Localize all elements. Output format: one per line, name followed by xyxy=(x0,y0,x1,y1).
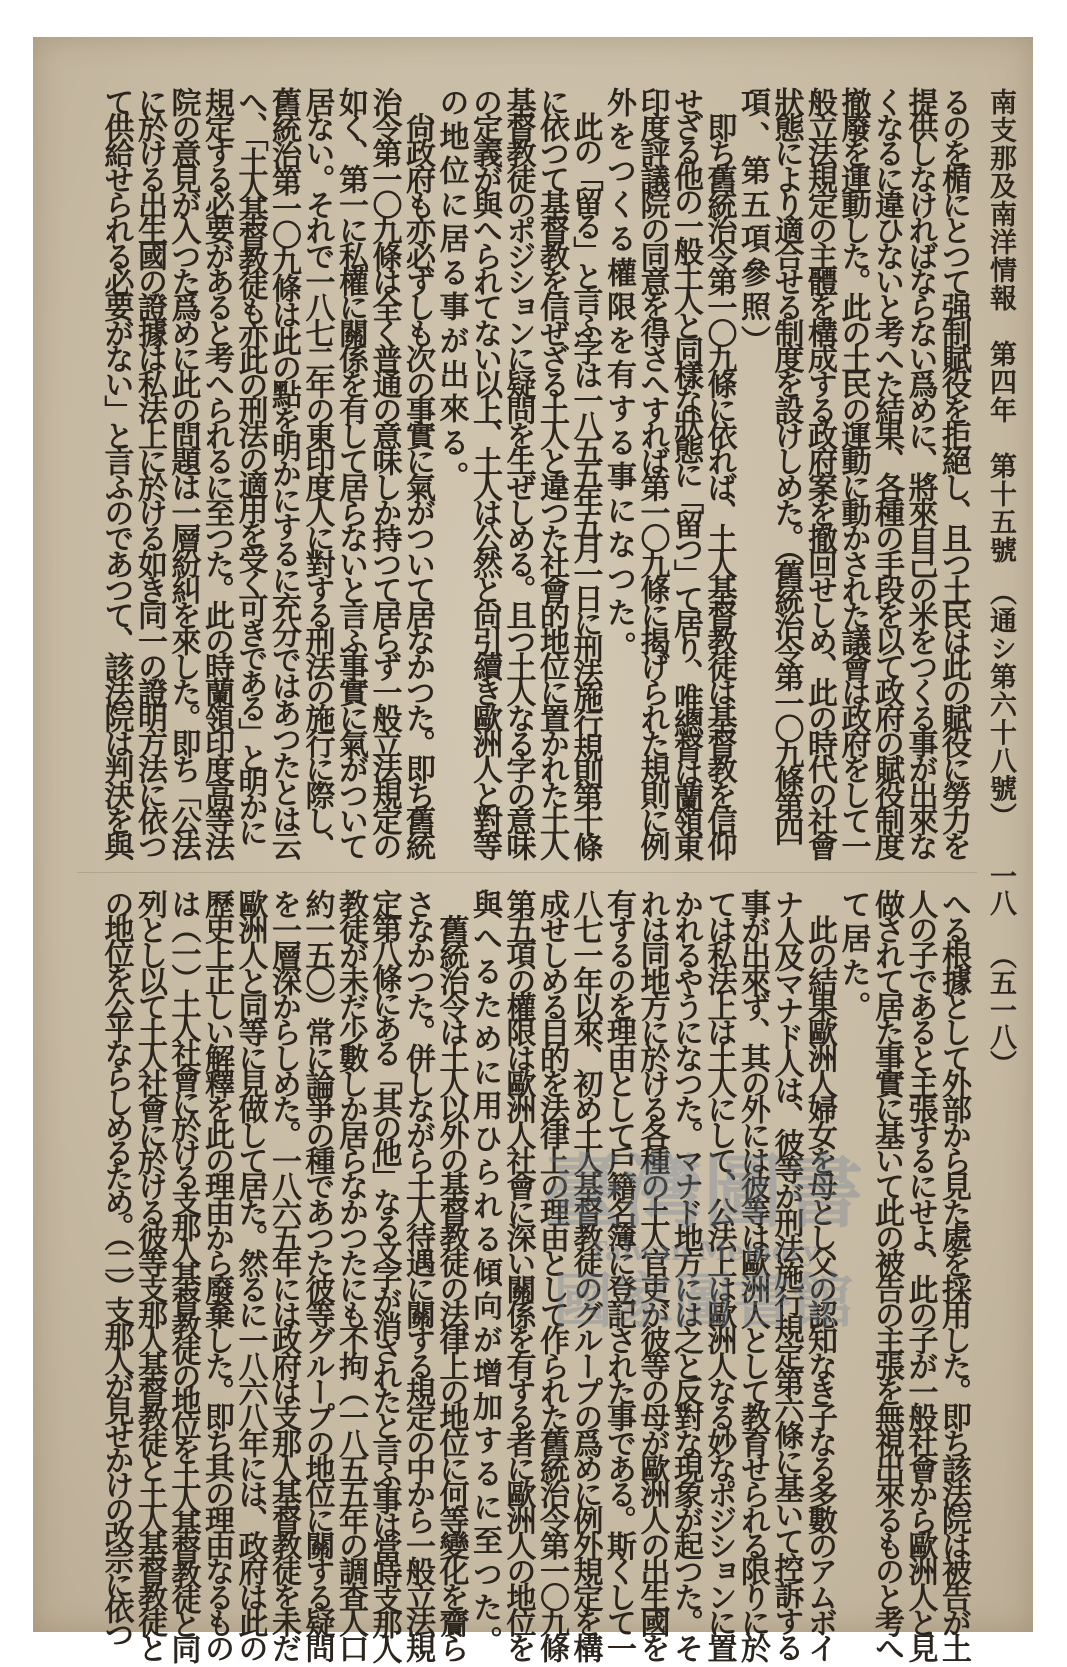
text-column: ナ人及マナド人は、彼等が刑法施行規定第六條に基いて控訴する xyxy=(768,889,804,1660)
page-number: （五一八） xyxy=(985,942,1016,1077)
text-column: 規定する必要があると考へられるに至つた。此の時蘭領印度高等法 xyxy=(199,87,234,858)
watermark-main: 臺灣圖書 xyxy=(543,1145,863,1239)
text-column: て供給せられる必要がない」と言ふのであつて、該法院は判決を與 xyxy=(98,87,134,858)
text-column: へ、「土人基督教徒も亦此の刑法の適用を受く可きである」と明かに xyxy=(232,87,268,843)
text-column: へる根據として外部から見た處を採用した。即ち該法院は被告が土 xyxy=(936,889,971,1660)
text-column: 居ない。それで一八七二年の東印度人に對する刑法の施行に際し、 xyxy=(299,87,335,858)
text-column: 基督教徒のポジションに疑問を生ぜしめる。且つ土人なる字の意味 xyxy=(500,87,536,858)
text-column: 歷史上正しい解釋を此の理由から廢棄した。即ち其の理由なるもの xyxy=(199,889,234,1660)
text-column: 與へるために用ひられる傾向が增加するに至つた。 xyxy=(467,889,502,1659)
text-column: 舊統治第一〇九條は此の點を明かにするに充分ではあつたとは云 xyxy=(266,87,301,858)
text-column: 撤廢を運動した。此の土民の運動に動かされた議會は政府をして一 xyxy=(835,87,871,858)
text-column: 項、第五項參照） xyxy=(735,87,770,359)
scanned-page xyxy=(33,37,1033,1660)
text-column: 印度評議院の同意を得さへすれば第一〇九條に揭げられた規則に例 xyxy=(634,87,670,858)
section-divider xyxy=(77,872,977,873)
text-column: 治令第一〇九條は全く普通の意味しか持つて居らず一般立法規定の xyxy=(366,87,402,858)
text-column: 教徒が未だ少數しか居らなかつたにも不拘（一八五五年の調査人口 xyxy=(333,889,368,1660)
text-column: 有するのを理由として戶籍名簿に登記された事である。斯くして一 xyxy=(601,889,636,1660)
text-column: 列とし以て土人社會に於ける彼等支那人基督教徒と土人基督教徒と xyxy=(132,889,167,1660)
text-column: 尙政府も亦必ずしも次の事實に氣がついて居なかつた。即ち舊統 xyxy=(400,87,435,858)
text-column: 舊統治令は土人以外の基督教徒の法律上の地位に何等變化を齎ら xyxy=(433,889,469,1660)
text-column: 此の「留る」と言ふ字は一八五五年五月一日に刑法施行規則第十條 xyxy=(567,87,603,858)
text-column: 此の結果歐洲人婦女を母とし父の認知なき子なる多數のアムボイ xyxy=(802,889,837,1660)
text-column: 般立法規定の主體を構成する政府案を撤回せしめ、此の時代の社會 xyxy=(802,87,837,858)
text-column: さなかつた。併しながら土人待遇に關する規定の中から一般立法規 xyxy=(400,889,435,1660)
text-column: 人の子であると主張するにせよ、此の子が一般社會から歐洲人と見 xyxy=(902,889,938,1660)
watermark-line2: 國家圖書館 xyxy=(553,1267,853,1337)
text-column: 做されて居た事實に基いて此の被告の主張を無視出來るものと考へ xyxy=(869,889,904,1660)
text-column: に於ける出生國の證據は私法上に於ける如き同一の證明方法に依つ xyxy=(132,87,167,858)
text-column: るのを楯にとつて强制賦役を拒絕し、且つ土民は此の賦役に勞力を xyxy=(936,87,971,858)
page-header-title: 南支那及南洋情報 第四年 第十五號 （通シ第六十八號） xyxy=(985,88,1016,831)
page-number-kanji: 一八 xyxy=(985,862,1016,916)
text-column: 約一五〇）常に論爭の種であつた彼等グループの地位に關する疑問 xyxy=(299,889,335,1660)
text-column: れは同地方に於ける各種の土人官吏が彼等の母が歐洲人の出生國を xyxy=(634,889,670,1660)
text-column: を一層深からしめた。一八六五年には政府は支那人基督教徒を未だ xyxy=(266,889,301,1660)
text-column: の地位を公平ならしめるため。（二）支那人が見せかけの改宗に依つ xyxy=(98,889,134,1645)
text-column: 即ち舊統治令第一〇九條に依れば、土人基督教徒は基督教を信仰 xyxy=(701,87,737,858)
text-column: の地位に居る事が出來る。 xyxy=(433,87,469,495)
text-column: て居た。 xyxy=(835,889,871,1025)
text-column: 事が出來ず、其の外には彼等は歐洲人として教育せられる限りに於 xyxy=(735,889,770,1660)
watermark-sub: Taiwan Memory xyxy=(588,1237,818,1267)
text-column: 院の意見が入つた爲めに此の問題は一層紛糾を來した。即ち「公法 xyxy=(165,87,201,858)
text-column: 八七一年以來、初め土人基督教徒のグループの爲めに例外規定を構 xyxy=(567,889,603,1660)
text-column: 歐洲人と同等に見做して居た。然るに一八六八年には、政府は此の xyxy=(232,889,268,1660)
text-column: 第五項の權限は歐洲人社會に深い關係を有する者に歐洲人の地位を xyxy=(500,889,536,1660)
text-column: 定第八條にある「其の他」なる文字が消されたと言ふ事は當時支那人 xyxy=(366,889,402,1660)
text-column: の定義が與へられてない以上、土人は公然と尙引續き歐洲人と對等 xyxy=(467,87,502,858)
text-column: に依つて基督教を信ぜざる土人と違つた社會的地位に置かれた土人 xyxy=(534,87,569,858)
library-watermark xyxy=(443,1147,963,1367)
text-column: 成せしめる目的を法律上の理由として作られた舊統治令第一〇九條 xyxy=(534,889,569,1660)
text-column: は（一）土人社會に於ける支那人基督教徒の地位を土人基督教徒と同 xyxy=(165,889,201,1660)
text-column: せざる他の一般土人と同樣な狀態に「留つ」て居り、唯總督は蘭領東 xyxy=(668,87,703,858)
text-column: かれるやうになつた。マナド地方には之と反對な現象が起つた。そ xyxy=(668,889,703,1660)
text-column: ては私法上は土人にして、公法上は歐洲人なる妙なポジションに置 xyxy=(701,889,737,1660)
text-column: 狀態により適合せる制度を設けしめた。（舊統治令第一〇九條第四 xyxy=(768,87,804,843)
text-column: 提供しなければならない爲めに、將來自己の米をつくる事が出來な xyxy=(902,87,938,858)
text-column: 外をつくる權限を有する事になつた。 xyxy=(601,87,636,665)
text-column: くなるに違ひないと考へた結果、各種の手段を以て政府の賦役制度 xyxy=(869,87,904,858)
text-column: 如く、第一に私權に關係を有して居らないと言ふ事實に氣がついて xyxy=(333,87,368,858)
